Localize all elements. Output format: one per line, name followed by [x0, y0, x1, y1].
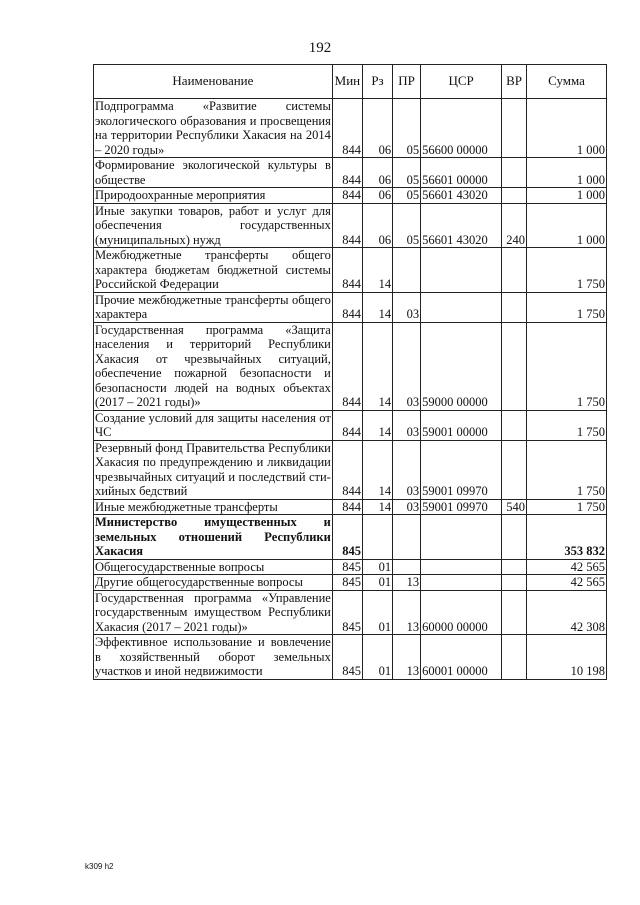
cell-pr: 03: [393, 292, 421, 322]
cell-name: Создание условий для защиты населения от ЧС: [95, 410, 331, 439]
cell-min: 845: [332, 575, 362, 591]
header-csr: ЦСР: [421, 65, 502, 99]
cell-pr: 05: [393, 203, 421, 248]
cell-csr: [421, 575, 502, 591]
table-row: [94, 499, 607, 515]
cell-rz: 06: [362, 203, 392, 248]
cell-name: Другие общегосударственные вопросы: [94, 575, 333, 591]
cell-rz: 14: [362, 292, 392, 322]
cell-vr: 540: [502, 499, 527, 515]
cell-name: Подпрограмма «Развитие системы экологического образования и просвещения на территории Республики Хакасия на 2014 – 2020 годы»: [95, 99, 331, 157]
cell-csr: [421, 248, 502, 293]
cell-rz: 06: [362, 188, 392, 204]
header-name: Наименование: [94, 65, 333, 99]
cell-pr: 05: [393, 188, 421, 204]
cell-pr: 03: [393, 440, 421, 499]
cell-sum: 1 000: [527, 188, 607, 204]
cell-vr: [502, 515, 527, 560]
cell-name: Государственная программа «Защита населения и территорий Республики Хакасия от чрезвычайных ситуаций, обеспечение пожарной безопасности и безопасности людей на водных объектах (2017 – 2021 годы)»: [95, 322, 331, 409]
cell-vr: [502, 410, 527, 440]
cell-name: Иные межбюджетные трансферты: [94, 499, 333, 515]
cell-min: 844: [332, 410, 362, 440]
cell-pr: 05: [393, 99, 421, 158]
cell-min: 844: [332, 440, 362, 499]
cell-name: Прочие межбюджетные трансферты общего характера: [95, 292, 331, 321]
cell-min: 844: [332, 158, 362, 188]
table-row: [94, 559, 607, 575]
cell-min: 844: [332, 248, 362, 293]
cell-min: 844: [332, 99, 362, 158]
cell-sum: 42 565: [527, 559, 607, 575]
cell-pr: 13: [393, 575, 421, 591]
table-row: [94, 590, 607, 635]
cell-csr: 56601 43020: [421, 188, 502, 204]
cell-csr: 56601 00000: [421, 158, 502, 188]
cell-sum: 42 565: [527, 575, 607, 591]
cell-vr: [502, 559, 527, 575]
cell-pr: 03: [393, 322, 421, 410]
cell-min: 845: [332, 559, 362, 575]
budget-table: [93, 64, 607, 680]
cell-name: Резервный фонд Правительства Республики Хакасия по предупреждению и ликвидации чрезвычайных ситуаций и последствий стихийных бедствий: [95, 440, 331, 498]
cell-rz: 01: [362, 590, 392, 635]
cell-rz: 14: [362, 322, 392, 410]
cell-min: 844: [332, 292, 362, 322]
cell-vr: [502, 99, 527, 158]
table-row: [94, 440, 607, 499]
table-row: [94, 158, 607, 188]
cell-rz: 01: [362, 559, 392, 575]
cell-rz: 14: [362, 499, 392, 515]
cell-csr: 59001 00000: [421, 410, 502, 440]
cell-vr: 240: [502, 203, 527, 248]
cell-vr: [502, 188, 527, 204]
cell-sum: 1 000: [527, 203, 607, 248]
cell-vr: [502, 635, 527, 680]
cell-min: 844: [332, 499, 362, 515]
table-row: [94, 292, 607, 322]
cell-rz: 14: [362, 410, 392, 440]
page-number: 192: [308, 40, 332, 56]
cell-name: Эффективное использование и вовлечение в хозяйственный оборот земельных участков и иной недвижимости: [95, 635, 331, 678]
cell-sum: 42 308: [527, 590, 607, 635]
cell-pr: 13: [393, 635, 421, 680]
cell-sum: 1 750: [527, 440, 607, 499]
header-min: Мин: [332, 65, 362, 99]
cell-csr: 56601 43020: [421, 203, 502, 248]
cell-min: 845: [332, 635, 362, 680]
cell-csr: 59000 00000: [421, 322, 502, 410]
header-vr: ВР: [502, 65, 527, 99]
cell-vr: [502, 575, 527, 591]
cell-csr: 59001 09970: [421, 440, 502, 499]
cell-csr: 60001 00000: [421, 635, 502, 680]
cell-rz: 06: [362, 99, 392, 158]
cell-sum: 10 198: [527, 635, 607, 680]
table-row: [94, 188, 607, 204]
footer-code: k309 h2: [85, 862, 114, 871]
cell-rz: [362, 515, 392, 560]
table-row: [94, 635, 607, 680]
cell-pr: [393, 559, 421, 575]
cell-rz: 01: [362, 575, 392, 591]
cell-sum: 353 832: [527, 515, 607, 560]
cell-rz: 14: [362, 440, 392, 499]
table-row: [94, 248, 607, 293]
cell-sum: 1 000: [527, 158, 607, 188]
table-row: [94, 410, 607, 440]
cell-pr: 03: [393, 410, 421, 440]
cell-vr: [502, 590, 527, 635]
cell-vr: [502, 440, 527, 499]
cell-sum: 1 750: [527, 410, 607, 440]
cell-csr: 59001 09970: [421, 499, 502, 515]
cell-csr: [421, 515, 502, 560]
table-row: [94, 322, 607, 410]
table-row: [94, 203, 607, 248]
header-sum: Сумма: [527, 65, 607, 99]
cell-name: Межбюджетные трансферты общего характера бюджетам бюджетной системы Российской Федерации: [95, 248, 331, 291]
cell-name: Общегосударственные вопросы: [94, 559, 333, 575]
cell-csr: 60000 00000: [421, 590, 502, 635]
cell-pr: [393, 248, 421, 293]
cell-sum: 1 750: [527, 248, 607, 293]
cell-min: 844: [332, 203, 362, 248]
cell-name: Министерство имущественных и земельных отношений Республики Хакасия: [95, 515, 331, 558]
cell-vr: [502, 322, 527, 410]
cell-vr: [502, 158, 527, 188]
cell-sum: 1 750: [527, 499, 607, 515]
table-row: [94, 99, 607, 158]
table-header: [94, 65, 607, 99]
cell-pr: [393, 515, 421, 560]
cell-min: 844: [332, 188, 362, 204]
cell-rz: 14: [362, 248, 392, 293]
cell-sum: 1 750: [527, 322, 607, 410]
cell-pr: 03: [393, 499, 421, 515]
table-body: [94, 99, 607, 680]
cell-pr: 05: [393, 158, 421, 188]
table-row: [94, 515, 607, 560]
table-row: [94, 575, 607, 591]
cell-min: 845: [332, 590, 362, 635]
cell-rz: 01: [362, 635, 392, 680]
cell-name: Иные закупки товаров, работ и услуг для обеспечения государственных (муниципальных) нужд: [95, 203, 331, 247]
header-pr: ПР: [393, 65, 421, 99]
cell-sum: 1 750: [527, 292, 607, 322]
cell-csr: [421, 559, 502, 575]
cell-name: Формирование экологической культуры в обществе: [95, 158, 331, 187]
cell-csr: [421, 292, 502, 322]
cell-min: 844: [332, 322, 362, 410]
cell-pr: 13: [393, 590, 421, 635]
cell-csr: 56600 00000: [421, 99, 502, 158]
cell-sum: 1 000: [527, 99, 607, 158]
cell-name: Природоохранные мероприятия: [94, 188, 333, 204]
cell-vr: [502, 292, 527, 322]
cell-rz: 06: [362, 158, 392, 188]
cell-name: Государственная программа «Управление государственным имуществом Республики Хакасия (2017 – 2021 годы)»: [95, 590, 331, 634]
cell-min: 845: [332, 515, 362, 560]
cell-vr: [502, 248, 527, 293]
header-rz: Рз: [362, 65, 392, 99]
